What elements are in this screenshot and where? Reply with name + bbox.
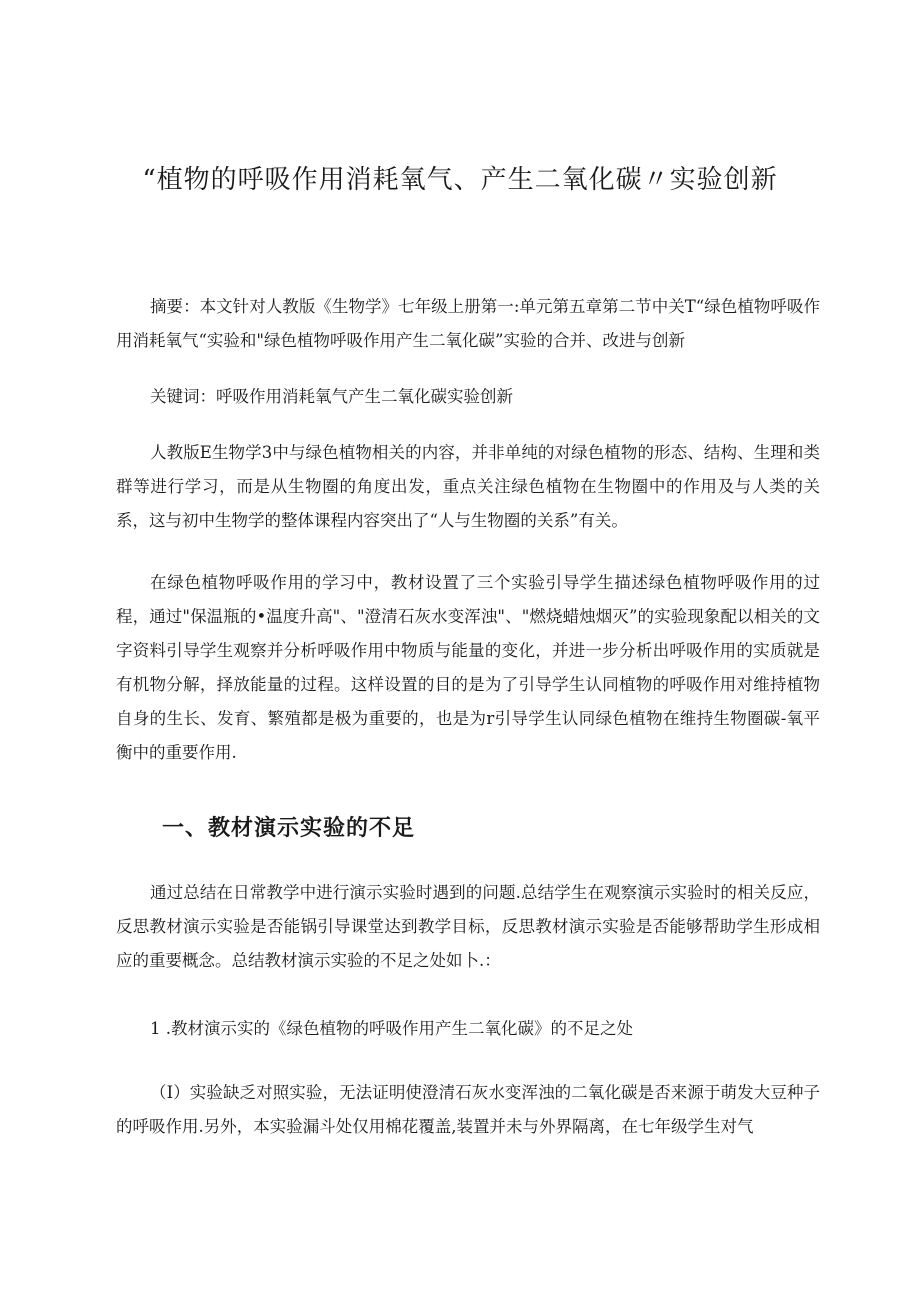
intro-paragraph: 人教版E生物学3中与绿色植物相关的内容，并非单纯的对绿色植物的形态、结构、生理和类群等进行学习，而是从生物圈的角度出发，重点关注绿色植物在生物圈中的作用及与人类的关系，这与初中生物学的整体课程内容突出了“人与生物圈的关系”有关。 <box>116 443 820 530</box>
document-title: “植物的呼吸作用消耗氧气、产生二氧化碳〃实验创新 <box>142 165 778 195</box>
item-paragraph: （I）实验缺乏对照实验，无法证明使澄清石灰水变浑浊的二氧化碳是否来源于萌发大豆种子的呼吸作用.另外，本实验漏斗处仅用棉花覆盖,装置并未与外界隔离，在七年级学生对气 <box>116 1083 820 1136</box>
subsection-heading: 1 .教材演示实的《绿色植物的呼吸作用产生二氧化碳》的不足之处 <box>150 1019 633 1038</box>
context-paragraph: 在绿色植物呼吸作用的学习中，教材设置了三个实验引导学生描述绿色植物呼吸作用的过程，通过"保温瓶的•温度升高"、"澄清石灰水变浑浊"、"燃烧蜡烛烟灭”的实验现象配以相关的文字资料引导学生观察并分析呼吸作用中物质与能量的变化，并进一步分析出呼吸作用的实质就是有机物分解，择放能量的过程。这样设置的目的是为了引导学生认同植物的呼吸作用对维持植物自身的生长、发育、繁殖都是极为重要的，也是为r引导学生认同绿色植物在维持生物圈碳-氧平衡中的重要作用. <box>116 573 820 762</box>
keywords-line: 关键词：呼吸作用消耗氧气产生二氧化碳实验创新 <box>150 387 513 406</box>
summary-paragraph: 通过总结在日常教学中进行演示实验时遇到的问题.总结学生在观察演示实验时的相关反应，反思教材演示实验是否能锅引导课堂达到教学目标，反思教材演示实验是否能够帮助学生形成相应的重要概念。总结教材演示实验的不足之处如卜.： <box>116 883 820 970</box>
abstract-paragraph: 摘要：本文针对人教版《生物学》七年级上册第一:单元第五章第二节中关T“绿色植物呼吸作用消耗氧气“实验和"绿色植物呼吸作用产生二氧化碳”实验的合并、改进与创新 <box>116 297 820 350</box>
section-heading: 一、教材演示实验的不足 <box>162 815 416 841</box>
